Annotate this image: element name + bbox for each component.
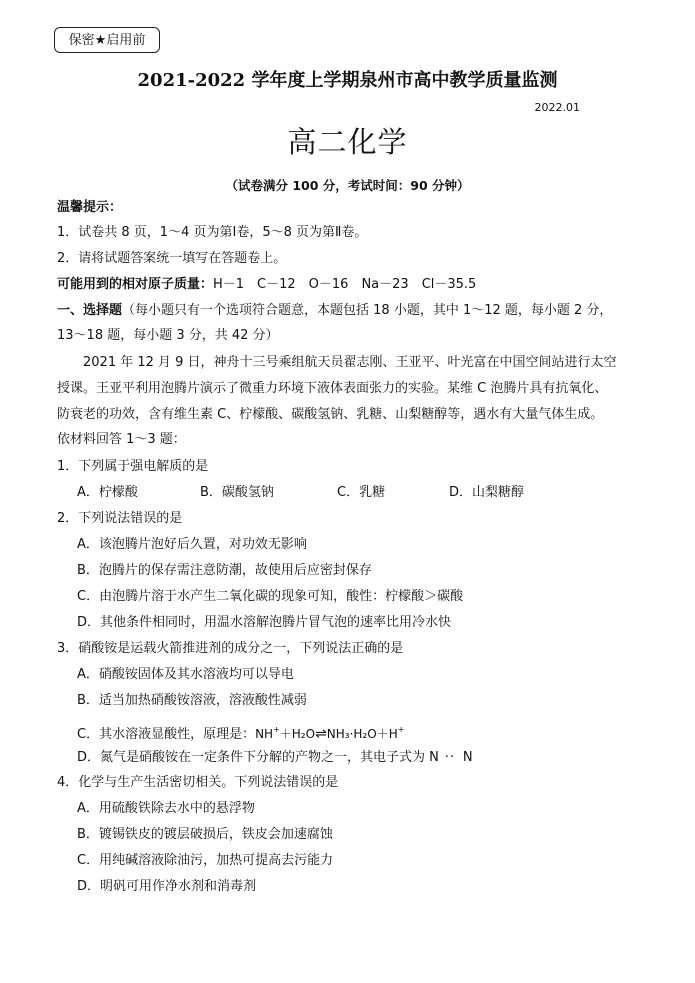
q3-formula-nh3h2o: NH₃·H₂O: [326, 727, 377, 741]
q4-option-a: A．用硫酸铁除去水中的悬浮物: [77, 801, 255, 816]
exam-title: 2021-2022 学年度上学期泉州市高中教学质量监测: [137, 70, 558, 91]
question-3-stem: 3．硝酸铵是运载火箭推进剂的成分之一，下列说法正确的是: [57, 641, 404, 656]
notice-item-2: 2．请将试题答案统一填写在答题卷上。: [57, 251, 287, 266]
q3-formula-h2o: ＋H₂O: [279, 727, 316, 741]
question-2-stem: 2．下列说法错误的是: [57, 511, 183, 526]
section-desc-2: 13～18 题，每小题 3 分，共 42 分）: [57, 328, 279, 343]
secret-badge: 保密★启用前: [54, 27, 160, 53]
passage-line-4: 依材料回答 1～3 题：: [57, 432, 186, 447]
q2-option-d: D．其他条件相同时，用温水溶解泡腾片冒气泡的速率比用冷水快: [77, 615, 452, 630]
section-desc-1: （每小题只有一个选项符合题意，本题包括 18 小题，其中 1～12 题，每小题 2 分，: [122, 303, 613, 318]
q2-option-c: C．由泡腾片溶于水产生二氧化碳的现象可知，酸性：柠檬酸＞碳酸: [77, 589, 464, 604]
atomic-mass-values: H－1 C－12 O－16 Na－23 Cl－35.5: [213, 277, 477, 292]
subject-title: 高二化学: [287, 125, 408, 159]
q1-option-c: C．乳糖: [337, 485, 386, 500]
q3-option-b: B．适当加热硝酸铵溶液，溶液酸性减弱: [77, 693, 307, 708]
q3-formula-nh4-charge: +: [273, 725, 280, 734]
exam-time-info: （试卷满分 100 分，考试时间：90 分钟）: [225, 178, 470, 193]
question-1-options: [77, 484, 682, 502]
q2-option-a: A．该泡腾片泡好后久置，对功效无影响: [77, 537, 307, 552]
q1-option-a: A．柠檬酸: [77, 485, 138, 500]
passage-line-1: 2021 年 12 月 9 日，神舟十三号乘组航天员翟志刚、王亚平、叶光富在中国空间站进行太空: [57, 355, 617, 370]
q1-option-b: B．碳酸氢钠: [200, 485, 274, 500]
q3-option-c: [77, 721, 682, 744]
exam-date: 2022.01: [534, 101, 580, 114]
q3-option-d: [77, 749, 682, 767]
passage-line-3: 防衰老的功效，含有维生素 C、柠檬酸、碳酸氢钠、乳糖、山梨糖醇等，遇水有大量气体生成。: [57, 407, 604, 422]
q4-option-c: C．用纯碱溶液除油污，加热可提高去污能力: [77, 853, 334, 868]
question-1-stem: 1．下列属于强电解质的是: [57, 459, 209, 474]
q3-option-c-text: C．其水溶液显酸性，原理是：: [77, 727, 256, 742]
section-title: 一、选择题: [57, 303, 123, 318]
atomic-mass-line: [57, 276, 662, 294]
q3-option-a: A．硝酸铵固体及其水溶液均可以导电: [77, 667, 294, 682]
q3-option-d-tail: N: [462, 750, 473, 765]
q3-formula-h-charge: +: [397, 725, 405, 734]
q4-option-d: D．明矾可用作净水剂和消毒剂: [77, 879, 257, 894]
q3-formula-equilibrium-arrow: ⇌: [315, 726, 327, 742]
q2-option-b: B．泡腾片的保存需注意防潮，故使用后应密封保存: [77, 563, 372, 578]
notice-item-1: 1．试卷共 8 页，1～4 页为第Ⅰ卷，5～8 页为第Ⅱ卷。: [57, 225, 368, 240]
q3-formula-nh4: NH: [255, 727, 274, 741]
notice-title: 温馨提示：: [57, 200, 123, 215]
passage-line-2: 授课。王亚平利用泡腾片演示了微重力环境下液体表面张力的实验。某维 C 泡腾片具有抗氧化、: [57, 381, 608, 396]
q4-option-b: B．镀锡铁皮的镀层破损后，铁皮会加速腐蚀: [77, 827, 333, 842]
section-heading: [57, 302, 662, 320]
q3-option-d-text: D．氮气是硝酸铵在一定条件下分解的产物之一，其电子式为 N: [77, 750, 439, 765]
question-4-stem: 4．化学与生产生活密切相关。下列说法错误的是: [57, 775, 339, 790]
q1-option-d: D．山梨糖醇: [449, 485, 525, 500]
q3-formula-h: ＋H: [376, 727, 398, 741]
atomic-mass-label: 可能用到的相对原子质量：: [57, 277, 214, 292]
